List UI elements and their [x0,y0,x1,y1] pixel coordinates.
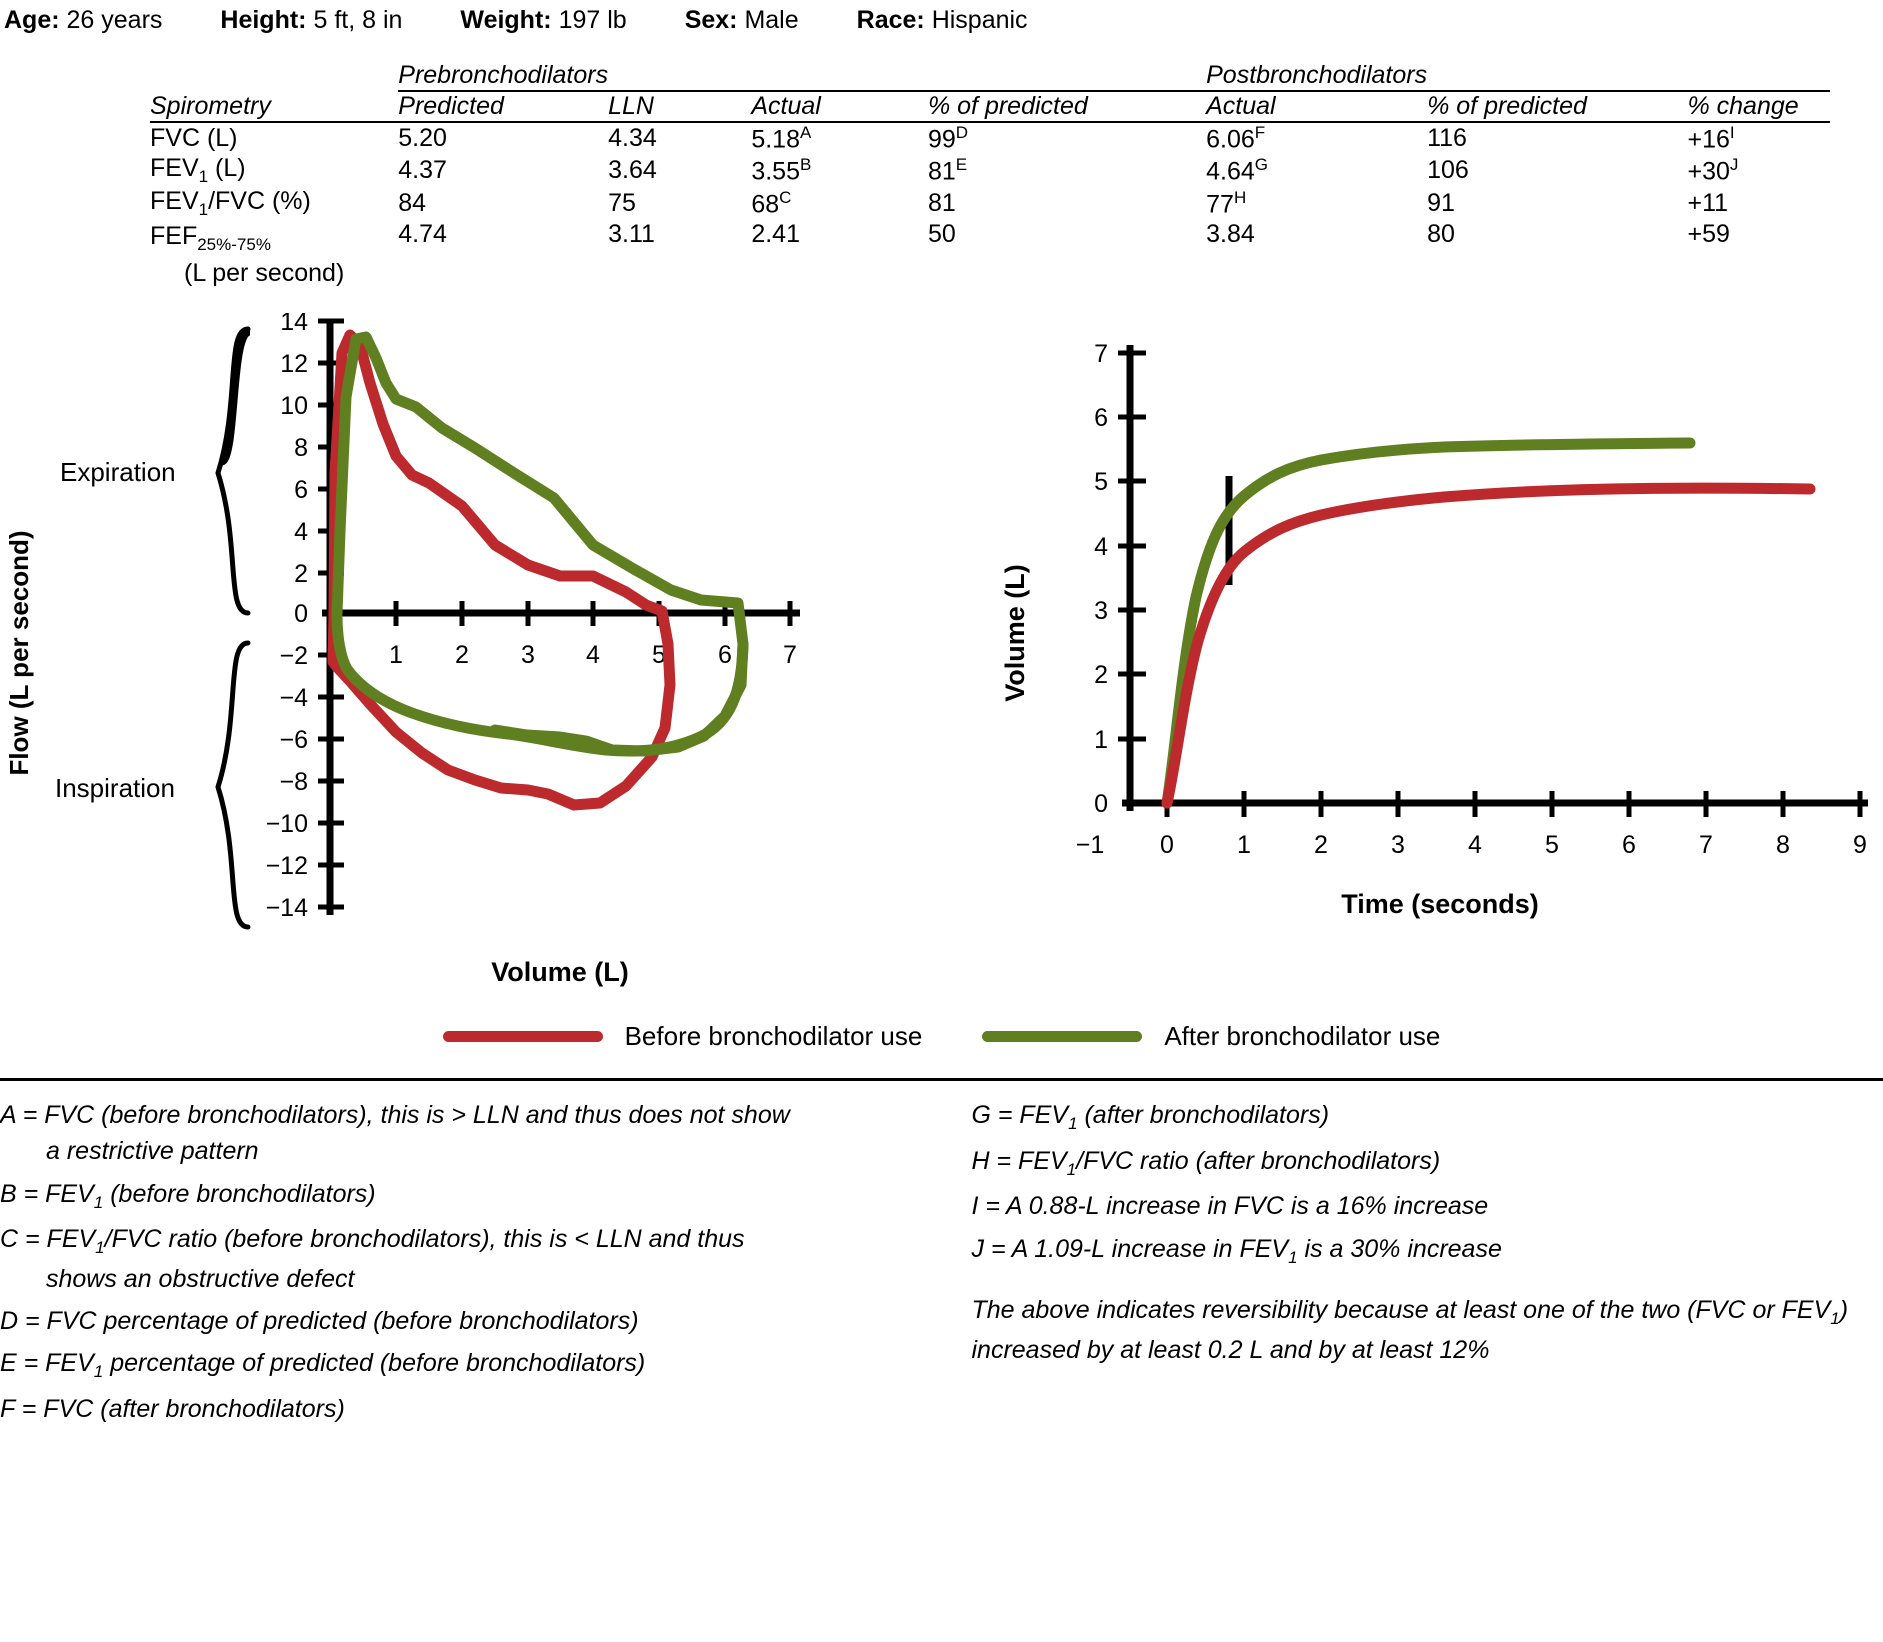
svg-text:−6: −6 [279,726,308,755]
fvc-predicted: 5.20 [398,124,447,153]
expiration-label: Expiration [60,457,176,488]
svg-text:9: 9 [1853,831,1867,860]
svg-text:4: 4 [1094,533,1108,562]
charts-area [0,313,1883,1013]
series-before-bronchodilator-volume [1167,488,1810,803]
svg-text:3: 3 [1391,831,1405,860]
footnote-a: A = FVC (before bronchodilators), this is > LLN and thus does not show a restrictive pattern [0,1101,790,1166]
svg-text:−4: −4 [279,684,308,713]
volume-axis-title: Volume (L) [491,957,629,988]
fvc-pct-pre: $99^D$ [927,123,969,154]
svg-text:−14: −14 [265,894,308,923]
footnotes-right-column [972,1097,1883,1433]
legend-swatch-after [982,1031,1142,1042]
fef-lln: 3.11 [608,220,655,249]
demographic-weight-label: Weight: [460,6,552,34]
table-row [150,220,1830,291]
svg-text:3: 3 [1094,597,1108,626]
footnote-e: $E = FEV_1$ percentage of predicted (before bronchodilators) [0,1349,646,1382]
svg-text:0: 0 [1160,831,1174,860]
series-after-bronchodilator-loop [337,337,743,751]
expiration-brace [218,329,248,613]
svg-text:2: 2 [1314,831,1328,860]
fev1-lln: 3.64 [608,156,657,185]
col-header-spirometry: Spirometry [150,91,271,120]
inspiration-label: Inspiration [55,773,175,804]
col-header-actual-pre: Actual [751,92,821,120]
group-header-postbronchodilators: Postbronchodilators [1206,61,1428,89]
col-header-pct-predicted-pre: % of predicted [927,92,1088,120]
table-row [150,154,1830,187]
flow-volume-loop-chart [0,313,960,1018]
col-header-actual-post: Actual [1206,92,1276,120]
demographic-sex-label: Sex: [684,6,738,34]
svg-text:8: 8 [1776,831,1790,860]
demographic-race-label: Race: [856,6,925,34]
table-row [150,187,1830,220]
demographic-age-label: Age: [4,6,60,34]
fev1fvc-change: +11 [1687,189,1729,218]
fef-pct-pre: 50 [927,220,956,249]
footnotes [0,1081,1883,1433]
demographic-height [220,6,402,35]
row-label-fef: $FEF_{25\%-75\%}$ (L per second) [150,222,345,288]
table-column-header-row [150,91,1830,121]
fev1-actual-pre: $3.55^B$ [751,155,812,186]
fvc-change: $+16^I$ [1687,123,1735,154]
svg-text:5: 5 [652,641,666,670]
svg-text:10: 10 [280,392,308,421]
fvc-actual-post: $6.06^F$ [1206,123,1266,154]
footnote-i: I = A 0.88-L increase in FVC is a 16% increase [971,1192,1489,1221]
svg-text:12: 12 [280,350,308,379]
fev1-change: $+30^J$ [1687,155,1739,186]
fvc-actual-pre: $5.18^A$ [751,123,812,154]
volume-time-svg [1000,333,1880,953]
chart-legend [330,999,331,1000]
footnotes-left-column [0,1097,912,1433]
fef-actual-post: 3.84 [1206,220,1255,249]
spirometry-table-wrapper [150,61,1830,291]
table-group-header-row [150,61,1830,91]
fev1fvc-actual-post: $77^H$ [1206,188,1247,219]
svg-text:−2: −2 [279,642,308,671]
col-header-pct-change: % change [1687,92,1799,120]
svg-text:0: 0 [294,600,308,629]
svg-text:6: 6 [1094,404,1108,433]
svg-text:−10: −10 [265,810,308,839]
svg-text:1: 1 [389,641,403,670]
footnote-f: F = FVC (after bronchodilators) [0,1394,345,1423]
svg-text:8: 8 [294,434,308,463]
svg-text:3: 3 [521,641,535,670]
x-axis-tick-labels-right [1076,831,1867,859]
fef-pct-post: 80 [1427,220,1455,249]
fev1-predicted: 4.37 [398,156,447,185]
footnote-summary: The above indicates reversibility because at least one of the two (FVC or $FEV_1$) increased by at least 0.2 L and by at least 12% [971,1296,1849,1364]
legend-item-after [982,1021,1440,1052]
svg-text:4: 4 [294,518,308,547]
footnote-c: $C = FEV_1$/FVC ratio (before bronchodilators), this is < LLN and thus shows an obstructive defect [0,1225,745,1293]
svg-text:5: 5 [1094,468,1108,497]
fvc-lln: 4.34 [608,124,657,153]
footnote-b: $B = FEV_1$ (before bronchodilators) [0,1179,376,1212]
svg-text:6: 6 [294,476,308,505]
x-axis-tick-labels [389,641,797,669]
volume-axis-title-right: Volume (L) [1000,564,1030,702]
demographic-height-label: Height: [220,6,307,34]
svg-text:6: 6 [718,641,732,670]
demographic-race-value: Hispanic [931,6,1028,34]
fev1fvc-pct-pre: 81 [927,189,956,218]
fev1fvc-pct-post: 91 [1427,189,1455,218]
fef-actual-pre: 2.41 [751,220,800,249]
svg-text:2: 2 [455,641,469,670]
row-label-fev1: $FEV_1$ (L) [150,154,246,187]
fev1-actual-post: $4.64^G$ [1206,155,1269,186]
svg-text:2: 2 [1094,661,1108,690]
svg-text:2: 2 [294,560,308,589]
fef-predicted: 4.74 [398,220,447,249]
y-axis-tick-labels-right [1094,340,1108,818]
footnote-h: $H = FEV_1$/FVC ratio (after bronchodilators) [971,1146,1441,1179]
fvc-pct-post: 116 [1427,124,1467,153]
y-axis-tick-labels [266,313,309,922]
fev1-pct-post: 106 [1427,156,1469,185]
demographic-sex [685,6,799,35]
demographic-weight-value: 197 lb [558,6,627,34]
col-header-predicted: Predicted [398,92,504,120]
svg-text:4: 4 [586,641,600,670]
demographic-age [4,6,162,35]
fev1fvc-predicted: 84 [398,189,427,218]
footnote-j: J = A 1.09-L increase in $FEV_1$ is a 30% increase [971,1234,1502,1267]
legend-label-before: Before bronchodilator use [624,1021,923,1052]
row-label-fvc: FVC (L) [150,124,238,153]
svg-text:4: 4 [1468,831,1482,860]
svg-text:1: 1 [1094,726,1108,755]
demographic-sex-value: Male [744,6,799,34]
inspiration-brace [218,643,248,927]
demographic-weight [460,6,626,35]
col-header-pct-predicted-post: % of predicted [1427,92,1587,120]
flow-volume-svg [0,313,960,1013]
row-label-fev1-fvc: $FEV_1$/FVC (%) [150,187,311,220]
group-header-prebronchodilators: Prebronchodilators [398,61,609,89]
svg-text:7: 7 [1094,340,1108,369]
svg-text:1: 1 [1237,831,1251,860]
svg-text:7: 7 [1699,831,1713,860]
fev1fvc-actual-pre: $68^C$ [751,188,792,219]
demographic-race [857,6,1028,35]
table-row [150,122,1830,154]
time-axis-title: Time (seconds) [1341,889,1539,920]
fev1fvc-lln: 75 [608,189,636,218]
fef-change: +59 [1687,220,1730,249]
svg-text:7: 7 [783,641,797,670]
demographic-height-value: 5 ft, 8 in [313,6,403,34]
svg-text:6: 6 [1622,831,1636,860]
footnote-g: $G = FEV_1$ (after bronchodilators) [971,1101,1330,1134]
legend [0,1021,1883,1052]
legend-swatch-before [443,1031,603,1042]
legend-label-after: After bronchodilator use [1164,1021,1441,1052]
svg-text:−8: −8 [279,768,308,797]
patient-demographics [0,0,1883,35]
footnote-d: D = FVC percentage of predicted (before bronchodilators) [0,1307,639,1336]
legend-item-before [443,1021,923,1052]
demographic-age-value: 26 years [66,6,163,34]
svg-text:14: 14 [280,313,308,337]
svg-text:−12: −12 [265,852,308,881]
svg-text:−1: −1 [1075,831,1105,860]
fev1-pct-pre: $81^E$ [927,155,968,186]
svg-text:0: 0 [1094,790,1108,819]
col-header-lln: LLN [608,92,654,120]
volume-time-chart [1000,333,1880,958]
svg-text:5: 5 [1545,831,1559,860]
spirometry-table [150,61,1830,291]
flow-axis-title: Flow (L per second) [4,530,34,776]
